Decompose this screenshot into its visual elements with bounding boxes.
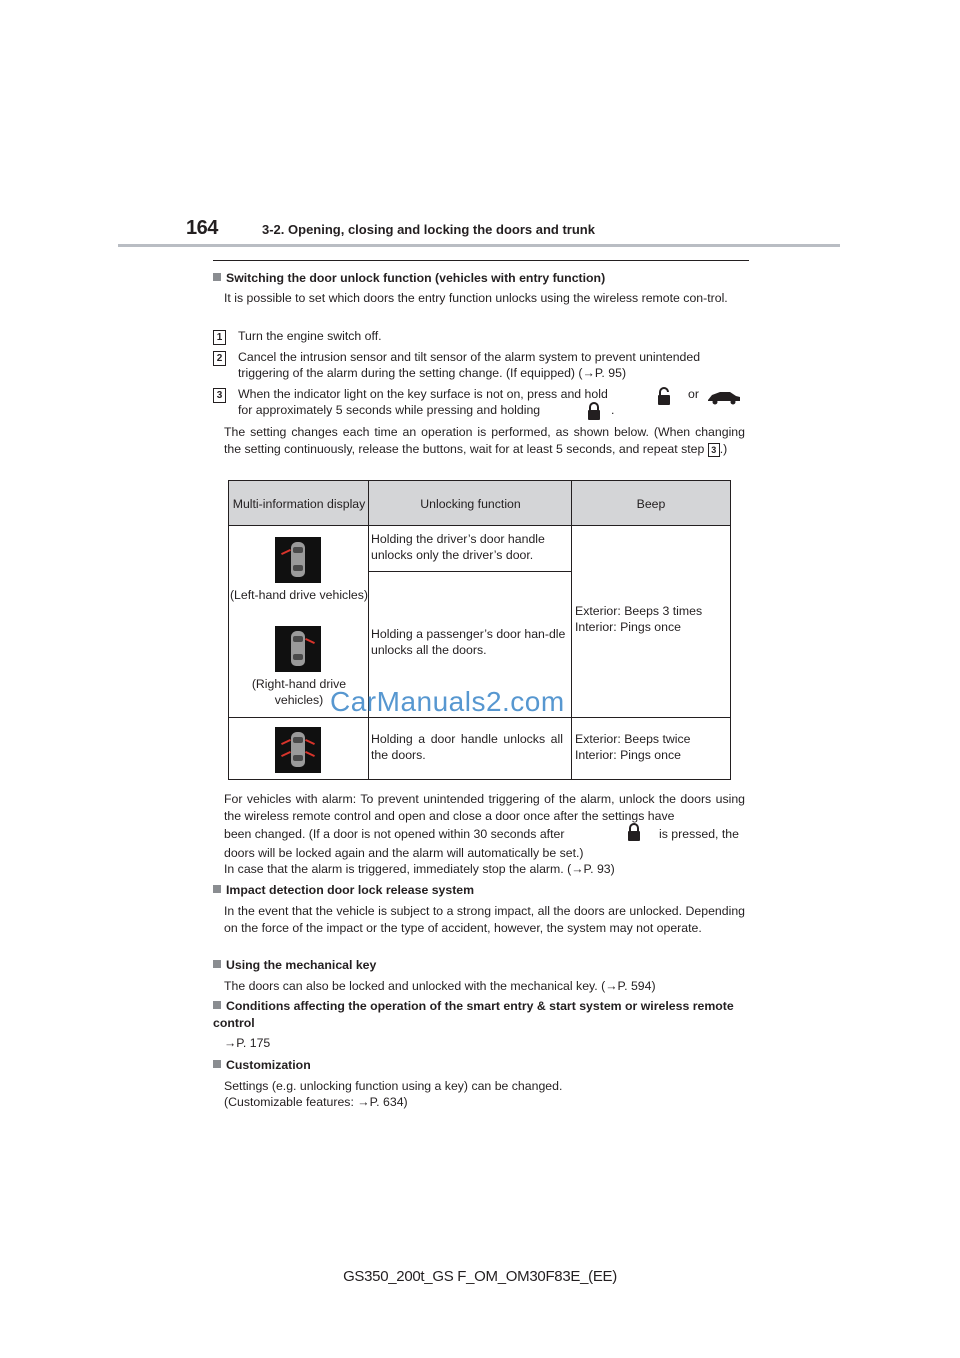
car-doors-lhd-icon	[275, 537, 321, 583]
lock-button-icon	[585, 401, 603, 421]
header-rule	[118, 244, 840, 247]
table-divider	[229, 525, 730, 526]
step-number-2: 2	[213, 351, 226, 366]
step-2-text-line2: triggering of the alarm during the setting change. (If equipped) (→P. 95)	[238, 366, 627, 380]
step-3-or: or	[688, 387, 699, 401]
bullet-square-icon	[213, 273, 221, 281]
beep-row-1: Exterior: Beeps 3 times Interior: Pings once	[575, 604, 703, 634]
page-number: 164	[186, 217, 218, 239]
step-ref-3: 3	[708, 443, 720, 457]
section-heading-switching: Switching the door unlock function (vehicles with entry function)	[213, 270, 605, 287]
bullet-square-icon	[213, 1060, 221, 1068]
section-heading-conditions: Conditions affecting the operation of the smart entry & start system or wireless remote control	[213, 999, 734, 1030]
function-driver-door: Holding the driver’s door handle unlocks only the driver’s door.	[371, 532, 545, 562]
step-2-text-line1: Cancel the intrusion sensor and tilt sensor of the alarm system to prevent unintended	[238, 350, 701, 364]
customization-text-line1: Settings (e.g. unlocking function using a key) can be changed.	[224, 1079, 563, 1093]
beep-row-2: Exterior: Beeps twice Interior: Pings once	[575, 732, 691, 762]
display-rhd-label: (Right-hand drive vehicles)	[251, 677, 347, 707]
conditions-text: →P. 175	[224, 1036, 271, 1050]
section-heading-impact: Impact detection door lock release system	[213, 882, 474, 899]
step-3-text-line1: When the indicator light on the key surface is not on, press and hold	[238, 387, 608, 401]
table-header-display: Multi-information display	[229, 481, 369, 526]
table-divider	[369, 571, 572, 572]
step-1-text: Turn the engine switch off.	[238, 329, 382, 343]
step-3-end: .	[611, 403, 615, 417]
mechanical-text: The doors can also be locked and unlocked with the mechanical key. (→P. 594)	[224, 979, 656, 993]
lock-button-icon	[625, 822, 643, 842]
step-3-text-line2: for approximately 5 seconds while pressing and holding	[238, 403, 541, 417]
alarm-note-line3a: been changed. (If a door is not opened within 30 seconds after	[224, 827, 565, 841]
document-code-footer: GS350_200t_GS F_OM_OM30F83E_(EE)	[343, 1268, 617, 1285]
watermark: CarManuals2.com	[330, 686, 565, 717]
chapter-title: 3-2. Opening, closing and locking the doors and trunk	[262, 222, 595, 237]
alarm-note-line5: In case that the alarm is triggered, immediately stop the alarm. (→P. 93)	[224, 862, 615, 876]
unlock-settings-table	[228, 480, 731, 780]
section-heading-mechanical: Using the mechanical key	[213, 957, 376, 974]
trunk-button-icon	[706, 389, 742, 405]
after-steps-text: The setting changes each time an operation is performed, as shown below. (When changing the setting continuously, release the buttons, wait for at least 5 seconds, and repeat step 3 .)	[224, 425, 745, 456]
customization-text-line2: (Customizable features: →P. 634)	[224, 1095, 408, 1109]
car-doors-rhd-icon	[275, 626, 321, 672]
step-number-1: 1	[213, 330, 226, 345]
car-all-doors-icon	[275, 727, 321, 773]
function-passenger-door: Holding a passenger’s door han-dle unlocks all the doors.	[371, 627, 566, 657]
alarm-note-line1: For vehicles with alarm: To prevent unintended triggering of the alarm, unlock the doors using the wireless remote control and open and close a door once after the settings have	[224, 792, 745, 823]
bullet-square-icon	[213, 885, 221, 893]
function-all-doors: Holding a door handle unlocks all the doors.	[371, 732, 563, 762]
bullet-square-icon	[213, 960, 221, 968]
section-rule	[213, 260, 749, 261]
unlock-button-icon	[654, 386, 674, 406]
display-lhd-label: (Left-hand drive vehicles)	[229, 588, 369, 602]
alarm-note-line3b: is pressed, the	[659, 827, 739, 841]
step-number-3: 3	[213, 388, 226, 403]
table-header-function: Unlocking function	[369, 481, 572, 526]
table-header-beep: Beep	[572, 481, 730, 526]
section-heading-customization: Customization	[213, 1057, 311, 1074]
impact-text: In the event that the vehicle is subject to a strong impact, all the doors are unlocked. Depending on the force of the impact or the type of accident, however, the system may not operate.	[224, 904, 745, 935]
bullet-square-icon	[213, 1001, 221, 1009]
switching-intro: It is possible to set which doors the entry function unlocks using the wireless remote con-trol.	[224, 291, 728, 305]
alarm-note-line4: doors will be locked again and the alarm will automatically be set.)	[224, 846, 584, 860]
